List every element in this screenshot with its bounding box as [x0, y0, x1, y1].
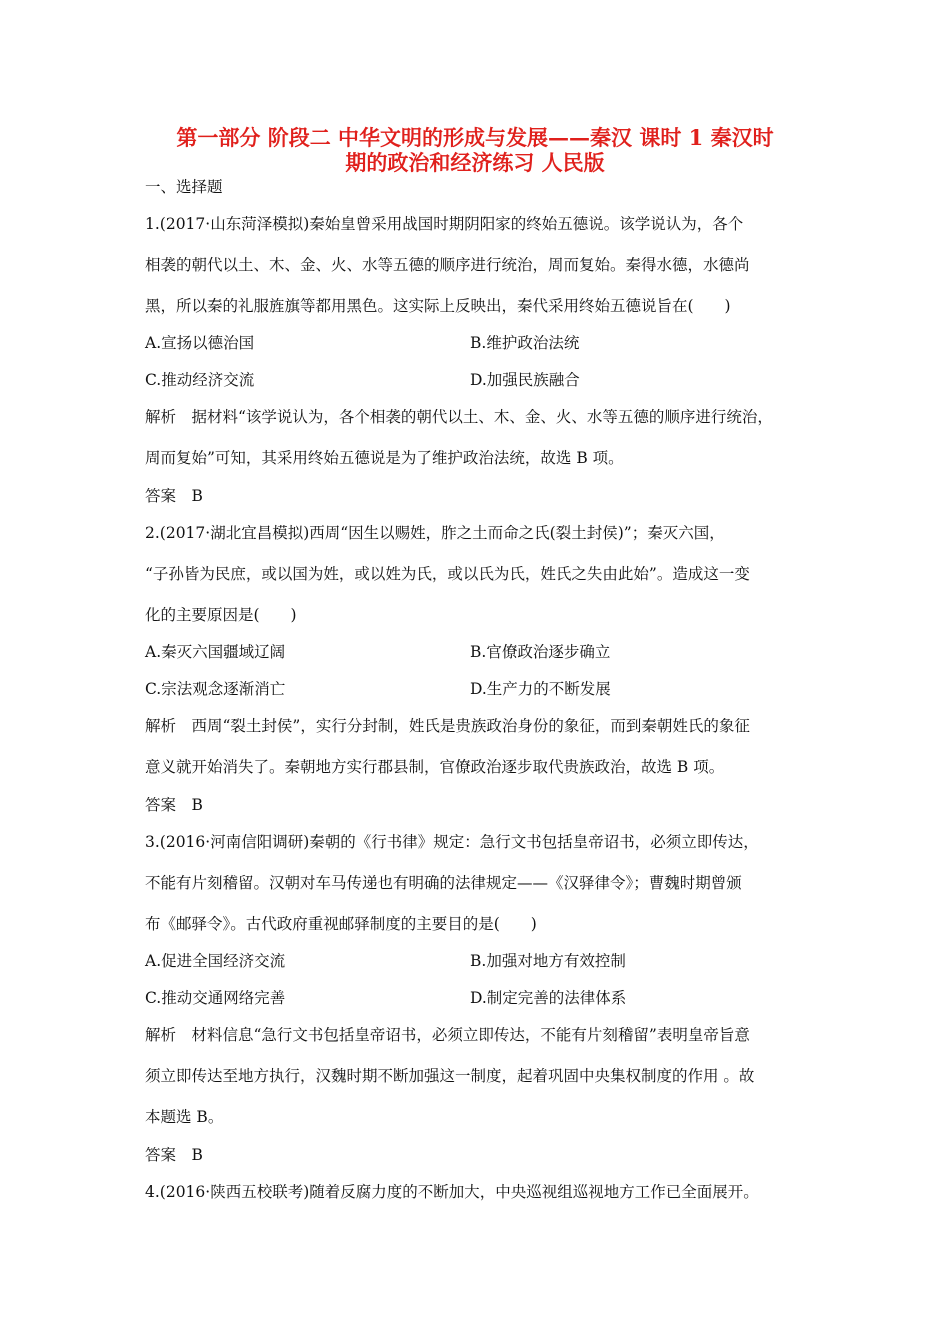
q2-stem-line-2: “子孙皆为民庶，或以国为姓，或以姓为氏，或以氏为氏，姓氏之失由此始”。造成这一变	[145, 565, 750, 583]
q1-option-b: B.维护政治法统	[470, 334, 580, 352]
q1-option-a: A.宣扬以德治国	[145, 334, 255, 352]
q1-stem-line-2: 相袭的朝代以土、木、金、火、水等五德的顺序进行统治，周而复始。秦得水德，水德尚	[145, 256, 750, 274]
q3-option-c: C.推动交通网络完善	[145, 989, 286, 1007]
document-title-line-2: 期的政治和经济练习 人民版	[345, 150, 605, 175]
q3-answer: 答案 B	[145, 1146, 203, 1164]
q2-option-c: C.宗法观念逐渐消亡	[145, 680, 286, 698]
q1-analysis-line-2: 周而复始”可知，其采用终始五德说是为了维护政治法统，故选 B 项。	[145, 449, 624, 467]
q1-stem-line-1: 1.(2017·山东菏泽模拟)秦始皇曾采用战国时期阴阳家的终始五德说。该学说认为，各个	[145, 215, 744, 233]
q3-analysis-line-3: 本题选 B。	[145, 1108, 224, 1126]
q3-analysis-line-2: 须立即传达至地方执行，汉魏时期不断加强这一制度，起着巩固中央集权制度的作用 。故	[145, 1067, 755, 1085]
q2-stem-line-1: 2.(2017·湖北宜昌模拟)西周“因生以赐姓，胙之土而命之氏(裂土封侯)”；秦灭六国，	[145, 524, 725, 542]
q3-stem-line-3: 布《邮驿令》。古代政府重视邮驿制度的主要目的是( )	[145, 915, 537, 933]
document-title-line-1: 第一部分 阶段二 中华文明的形成与发展——秦汉 课时 1 秦汉时	[176, 125, 774, 150]
q1-stem-line-3: 黑，所以秦的礼服旌旗等都用黑色。这实际上反映出，秦代采用终始五德说旨在( )	[145, 297, 731, 315]
q3-option-a: A.促进全国经济交流	[145, 952, 286, 970]
q2-stem-line-3: 化的主要原因是( )	[145, 606, 297, 624]
q2-option-d: D.生产力的不断发展	[470, 680, 611, 698]
q2-option-b: B.官僚政治逐步确立	[470, 643, 611, 661]
section-heading: 一、选择题	[145, 178, 223, 196]
q3-analysis-line-1: 解析 材料信息“急行文书包括皇帝诏书，必须立即传达，不能有片刻稽留”表明皇帝旨意	[145, 1026, 750, 1044]
q1-option-d: D.加强民族融合	[470, 371, 580, 389]
q2-option-a: A.秦灭六国疆域辽阔	[145, 643, 286, 661]
q2-analysis-line-2: 意义就开始消失了。秦朝地方实行郡县制，官僚政治逐步取代贵族政治，故选 B 项。	[145, 758, 725, 776]
q4-stem-line-1: 4.(2016·陕西五校联考)随着反腐力度的不断加大，中央巡视组巡视地方工作已全面展开。	[145, 1183, 759, 1201]
q3-stem-line-1: 3.(2016·河南信阳调研)秦朝的《行书律》规定：急行文书包括皇帝诏书，必须立即传达，	[145, 833, 759, 851]
q3-stem-line-2: 不能有片刻稽留。汉朝对车马传递也有明确的法律规定——《汉驿律令》；曹魏时期曾颁	[145, 874, 742, 892]
q3-option-b: B.加强对地方有效控制	[470, 952, 626, 970]
q3-option-d: D.制定完善的法律体系	[470, 989, 627, 1007]
q2-answer: 答案 B	[145, 796, 203, 814]
q1-option-c: C.推动经济交流	[145, 371, 255, 389]
q2-analysis-line-1: 解析 西周“裂土封侯”，实行分封制，姓氏是贵族政治身份的象征，而到秦朝姓氏的象征	[145, 717, 750, 735]
q1-analysis-line-1: 解析 据材料“该学说认为，各个相袭的朝代以土、木、金、火、水等五德的顺序进行统治，	[145, 408, 773, 426]
q1-answer: 答案 B	[145, 487, 203, 505]
